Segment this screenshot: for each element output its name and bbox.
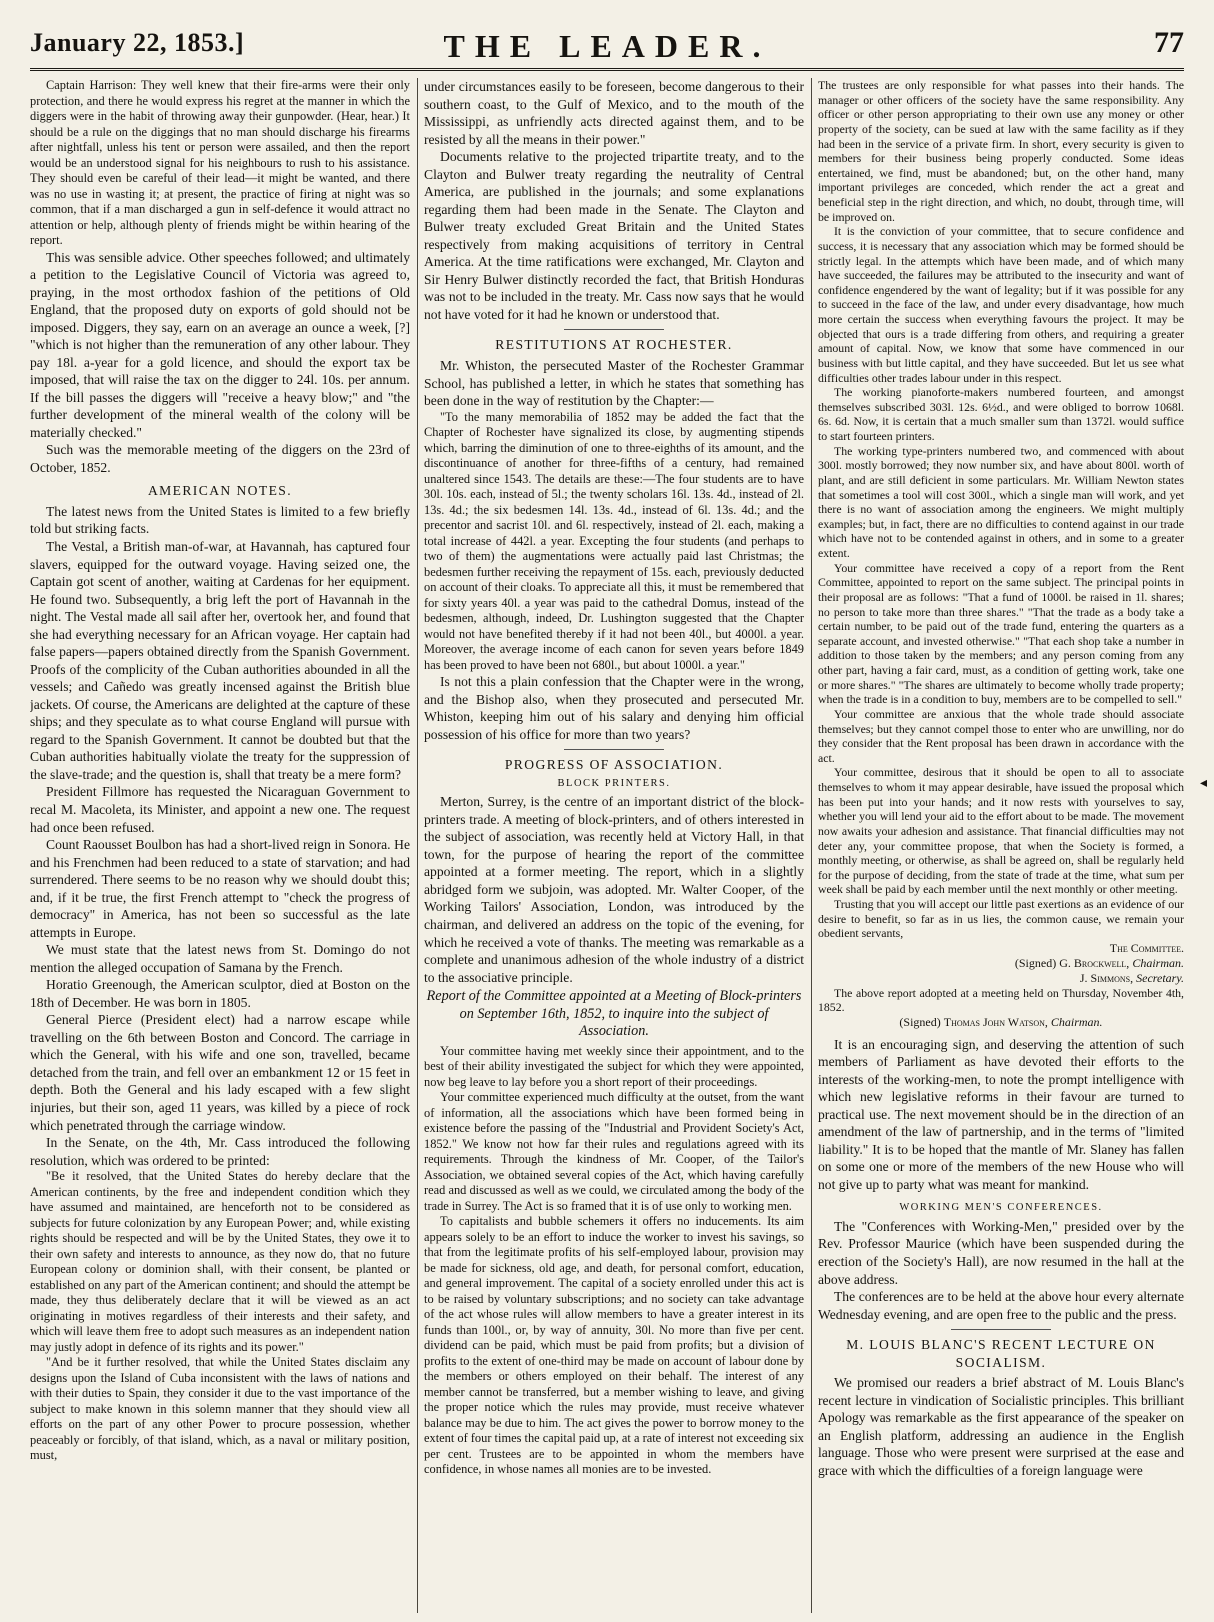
signature-line	[818, 956, 1184, 971]
paragraph: Your committee experienced much difficulty at the outset, from the want of information, all the associations which have been formed being in existence before the passing of the "Industrial and Provident Society's Act, 1852." We know not how far their rules and regulations agreed with its requirements. Through the kindness of Mr. Cooper, of the Tailor's Association, we obtained several copies of the Act, which having carefully read and discussed as well as we could, we circulated among the body of the trade in Surrey. The Act is so framed that it is of use only to working men.	[424, 1090, 804, 1213]
paragraph: Count Raousset Boulbon has had a short-lived reign in Sonora. He and his Frenchmen had been reduced to a state of starvation; and had surrendered. There seems to be no reason why we should doubt this; and, if it be true, the first French attempt to "check the progress of democracy" in America, has not been so successful as the late attempts in Europe.	[30, 837, 410, 940]
paragraph: General Pierce (President elect) had a narrow escape while travelling on the 6th between Boston and Concord. The carriage in which the General, with his wife and one son, travelled, became detached from the train, and fell over an embankment 12 or 15 feet in depth. Both the General and his lady escaped with a few slight injuries, but their son, aged 11 years, was killed by a piece of rock which penetrated through the carriage window.	[30, 1012, 410, 1133]
paragraph: The latest news from the United States is limited to a few briefly told but striking facts.	[30, 503, 410, 537]
signatory-role: Chairman.	[1132, 955, 1184, 970]
section-heading-restitutions: RESTITUTIONS AT ROCHESTER.	[495, 337, 733, 353]
section-heading-louis-blanc: M. LOUIS BLANC'S RECENT LECTURE ON SOCIALISM.	[846, 1337, 1156, 1370]
paragraph: Your committee, desirous that it should be open to all to associate themselves to whom it may appear desirable, have issued the proposal which has been put into your hands; and it now rests with yourselves to say, whether you will lend your aid to the effort about to be made. The movement now awaits your adhesion and assistance. That financial difficulties may not deter any, your committee propose, that when the Society is formed, a monthly meeting, or otherwise, as shall be agreed on, shall be regularly held for the purpose of deciding, from the state of trade at the time, what sum per week shall be paid by each member until the next monthly or other meeting.	[818, 765, 1184, 897]
section-heading-working-mens-conferences: WORKING MEN'S CONFERENCES.	[899, 1202, 1103, 1214]
paragraph: Trusting that you will accept our little past exertions as an evidence of our desire to benefit, so far as in us lies, the common cause, we remain your obedient servants,	[818, 897, 1184, 941]
paragraph: Your committee are anxious that the whole trade should associate themselves; but they cannot compel those to enter who are unwilling, nor do they consider that the Rent proposal has been drawn in accordance with the act.	[818, 706, 1184, 765]
newspaper-title: THE LEADER.	[443, 28, 771, 64]
paragraph: It is an encouraging sign, and deserving the attention of such members of Parliament as have devoted their efforts to the interests of the working-men, to note the prompt intelligence with which new legislative reforms in their favour are turned to practical use. The next movement should be in the direction of an amendment of the law of partnership, and in the terms of "limited liability." It is to be hoped that the mantle of Mr. Slaney has fallen on some one or more of the members of the new House who will not give up to party what was meant for mankind.	[818, 1036, 1184, 1192]
paragraph: Horatio Greenough, the American sculptor, died at Boston on the 18th of December. He was born in 1805.	[30, 977, 410, 1010]
column-divider	[811, 78, 812, 1613]
paragraph: The Vestal, a British man-of-war, at Havannah, has captured four slavers, equipped for the outward voyage. Having seized one, the Captain got scent of another, waiting at Cardenas for her equipment. He found two. Subsequently, a brig left the port of Havannah in the night. The Vestal made all sail after her, overtook her, and found that she had everything necessary for an African voyage. Her captain had false papers—papers obtained directly from the Spanish Government. Proofs of the complicity of the Cuban authorities abounded in all the vessels; and Cañedo was greatly incensed against the British blue jackets. Of course, the Americans are delighted at the capture of these ships; and they speculate as to what course England will pursue with regard to the Spanish Government. It cannot be doubted but that the Cuban authorities habitually violate the treaty for the suppression of the slave-trade; and the question is, shall that treaty be a mere form?	[30, 539, 410, 782]
paragraph: Merton, Surrey, is the centre of an important district of the block-printers trade. A meeting of block-printers, and of others interested in the subject of association, was recently held at Victory Hall, in that town, for the purpose of hearing the report of the committee appointed at a former meeting. The report, which in a slightly abridged form we subjoin, was adopted. Mr. Walter Cooper, of the Working Tailors' Association, London, was introduced by the chairman, and delivered an address on the topic of the evening, for which he received a vote of thanks. The meeting was remarkable as a complete and unanimous adhesion of the whole industry of a district to the associative principle.	[424, 794, 804, 985]
signatory-name: Thomas John Watson,	[943, 1014, 1048, 1029]
paragraph: The trustees are only responsible for what passes into their hands. The manager or other officers of the society have the same responsibility. Any officer or other person appropriating to their own use any money or other property of the society, can be sued at law with the same facility as if they had been in the service of a private firm. In short, every security is given to members for their business being properly conducted. Some ideas entertained, we find, must be abandoned; but, on the other hand, many important privileges are conceded, which render the act a great and beneficial step in the right direction, and which, no doubt, through time, will be improved on.	[818, 78, 1184, 224]
quoted-letter: "To the many memorabilia of 1852 may be added the fact that the Chapter of Rochester have signalized its close, by augmenting stipends which, barring the diminution of one to three-eighths of its amount, and the discontinuance of another for three-fifths of a century, had remained unaltered since 1543. The details are these:—The four students are to have 30l. 10s. each, instead of 5l.; the twenty scholars 16l. 13s. 4d., instead of 2l. 13s. 4d.; the six bedesmen 14l. 13s. 4d., instead of 6l. 13s. 4d.; and the precentor and sacrist 10l. and 6l. respectively, instead of 2l. each, making a total increase of 442l. a year. Excepting the four students (and perhaps to two of them) the augmentations were actually paid last Christmas; the bedesmen further receiving the repayment of 15s. each, previously deducted on account of their cloaks. To appreciate all this, it must be remembered that for sixty years 40l. a year was paid to the cathedral Domus, instead of the bedesmen, although, indeed, Dr. Lushington suggested that the Chapter would not have benefited thereby if it had not been 40l., but 4000l. a year. Moreover, the average income of each canon for seven years before 1849 has been proved to have been not 680l., but about 1000l. a year."	[424, 409, 804, 672]
page-number: 77	[1154, 26, 1184, 59]
column-2	[424, 78, 804, 1618]
paragraph: The conferences are to be held at the above hour every alternate Wednesday evening, and are open free to the public and the press.	[818, 1289, 1184, 1322]
quoted-resolution: "Be it resolved, that the United States do hereby declare that the American continents, by the free and independent condition which they have assumed and maintained, are henceforth not to be considered as subjects for future colonization by any European Power; and, while existing rights should be respected and will be by the United States, they owe it to their own safety and interests to announce, as they now do, that no future European colony or dominion shall, with their consent, be planted or established on any part of the American continent; and should the attempt be made, they thus deliberately declare that it will be viewed as an act originating in motives regardless of their interests and their safety, and which will leave them free to adopt such measures as an independent nation may justly adopt in defence of its rights and its power."	[30, 1169, 410, 1354]
section-subheading: BLOCK PRINTERS.	[557, 777, 671, 789]
column-divider	[417, 78, 418, 1613]
paragraph: Captain Harrison: They well knew that their fire-arms were their only protection, and there he would express his regret at the manner in which the diggers were in the habit of throwing away their gunpowder. (Hear, hear.) It should be a rule on the diggings that no man should discharge his firearms after nightfall, unless his tent or person were assailed, and then the report would be an understood signal for his neighbours to rush to his assistance. They should even be careful of their lead—it might be wanted, and there was no use in wasting it; at present, the practice of firing at night was so common, that if a man discharged a gun in self-defence it would attract no attention or help, although plenty of friends might be within hearing of the report.	[30, 78, 410, 247]
signatory-name: G. Brockwell,	[1059, 955, 1130, 970]
signatory-role: Secretary.	[1136, 970, 1184, 985]
paragraph: The above report adopted at a meeting held on Thursday, November 4th, 1852.	[818, 985, 1184, 1015]
paragraph: under circumstances easily to be foreseen, become dangerous to their southern coast, to the Gulf of Mexico, and to the mouth of the Mississippi, as unfriendly acts directed against them, and to be resisted by all the means in their power."	[424, 79, 804, 147]
column-1	[30, 78, 410, 1618]
section-separator	[564, 329, 664, 330]
issue-date: January 22, 1853.]	[30, 28, 245, 57]
paragraph: The working type-printers numbered two, and commenced with about 300l. mostly borrowed; they now number six, and have about 800l. worth of plant, and are still deficient in some particulars. Mr. William Newton states that sometimes a tool will cost 300l., which a single man will work, and yet there is no want of association among the engineers. We might multiply examples; but, in fact, there are no difficulties to contend against in our trade which have not to be contended against in others, and in some to a greater extent.	[818, 443, 1184, 560]
section-separator	[951, 1329, 1051, 1330]
margin-mark: ◂	[1200, 776, 1208, 791]
signature-line	[818, 1015, 1184, 1030]
section-heading-american-notes: AMERICAN NOTES.	[147, 483, 293, 499]
signed-label: (Signed)	[1014, 955, 1057, 970]
report-title: Report of the Committee appointed at a Meeting of Block-printers on September 16th, 1852, to inquire into the subject of Association.	[426, 988, 802, 1040]
masthead	[30, 28, 1184, 71]
column-3	[818, 78, 1184, 1618]
paragraph: Documents relative to the projected tripartite treaty, and to the Clayton and Bulwer treaty regarding the neutrality of Central America, are published in the journals; and some explanations regarding them had been made in the Senate. The Clayton and Bulwer treaty excluded Great Britain and the United States respectively from making acquisitions of territory in Central America. At the time ratifications were exchanged, Mr. Clayton and Sir Henry Bulwer distinctly recorded the fact, that British Honduras was not to be included in the treaty. Mr. Cass now says that he would not have voted for it had he known or understood that.	[424, 149, 804, 322]
paragraph: It is the conviction of your committee, that to secure confidence and success, it is necessary that any association which may be formed should be strictly legal. In the attempts which have been made, and of which many have succeeded, the failures may be attributed to the insecurity and want of confidence engendered by the want of legality; but if it was possible for any to succeed in the face of the law, and under every disadvantage, how much more certain the success when everything favours the project. It may be objected that ours is a trade differing from others, and requiring a greater amount of capital. Now, we know that some have commenced in our business with but little capital, and they have succeeded. But let us see what difficulties other trades labour under in this respect.	[818, 224, 1184, 385]
paragraph: Your committee have received a copy of a report from the Rent Committee, appointed to report on the same subject. The principal points in their proposal are as follows: "That a fund of 1000l. be raised in 1l. shares; no person to take more than three shares." "That the trade as a body take a certain number, to be paid out of the trade fund, entering the quarters as a separate account, and invested otherwise." "That each shop take a number in addition to those taken by the members; and any person coming from any other part, having a fair card, must, as a condition of getting work, take one or more shares." "The shares are ultimately to become wholly trade property; when the trade is in a condition to buy, members are to be compelled to sell."	[818, 560, 1184, 707]
section-separator	[564, 749, 664, 750]
paragraph: Your committee having met weekly since their appointment, and to the best of their ability investigated the subject for which they were appointed, now beg leave to lay before you a short report of their proceedings.	[424, 1043, 804, 1089]
section-heading-progress: PROGRESS OF ASSOCIATION.	[504, 757, 724, 773]
paragraph: To capitalists and bubble schemers it offers no inducements. Its aim appears solely to be an effort to induce the worker to invest his savings, so that from the legitimate profits of his self-employed labour, provision may be made for sickness, old age, and death, for personal comfort, education, and general improvement. The capital of a society enrolled under this act is to be raised by voluntary subscriptions; and no society can take advantage of the act whose rules will allow members to have a greater interest in its funds than 100l., or, by way of annuity, 30l. No more than five per cent. dividend can be paid, which must be paid from profits; but a division of profits to the extent of one-third may be made on account of labour done by the members or others employed on their behalf. The interest of any member cannot be transferred, but a member wishing to leave, and giving the proper notice which the rules may provide, must receive whatever balance may be due to him. The act gives the power to borrow money to the extent of four times the capital paid up, at a rate of interest not exceeding six per cent. Trustees are to be appointed in whom the members have confidence, in whose names all monies are to be invested.	[424, 1214, 804, 1477]
signature-block	[818, 941, 1184, 986]
paragraph: Mr. Whiston, the persecuted Master of the Rochester Grammar School, has published a letter, in which he states that something has been done in the way of restitution by the Chapter:—	[424, 357, 804, 409]
signatory-name: J. Simmons,	[1079, 970, 1134, 985]
paragraph: In the Senate, on the 4th, Mr. Cass introduced the following resolution, which was ordered to be printed:	[30, 1135, 410, 1168]
signature-line: The Committee.	[1109, 940, 1184, 955]
signed-label: (Signed)	[899, 1014, 941, 1029]
paragraph: The "Conferences with Working-Men," presided over by the Rev. Professor Maurice (which have been suspended during the erection of the Society's Hall), are now resumed in the hall at the above address.	[818, 1218, 1184, 1287]
signature-line	[818, 971, 1184, 986]
paragraph: The working pianoforte-makers numbered fourteen, and amongst themselves subscribed 303l. 12s. 6½d., and were obliged to borrow 1068l. 6s. 6d. Now, it is certain that a much smaller sum than 1372l. would suffice to start fourteen printers.	[818, 385, 1184, 443]
paragraph: Such was the memorable meeting of the diggers on the 23rd of October, 1852.	[30, 442, 410, 475]
paragraph: President Fillmore has requested the Nicaraguan Government to recal M. Macoleta, its Minister, and appoint a new one. The request had once been refused.	[30, 784, 410, 835]
paragraph: Is not this a plain confession that the Chapter were in the wrong, and the Bishop also, when they prosecuted and persecuted Mr. Whiston, keeping him out of his salary and denying him official possession of his office for more than two years?	[424, 674, 804, 742]
paragraph: This was sensible advice. Other speeches followed; and ultimately a petition to the Legislative Council of Victoria was agreed to, praying, in the most orthodox fashion of the petitions of Old England, that the proposed duty on exports of gold should not be imposed. Diggers, they say, earn on an average an ounce a week, [?] "which is not higher than the remuneration of any other labour. They pay 18l. a-year for a gold licence, and should the export tax be imposed, that will raise the tax on the digger to 24l. 10s. per annum. If the bill passes the diggers will "receive a heavy blow;" and "the further development of the mineral wealth of the colony will be materially checked."	[30, 249, 410, 440]
paragraph: We promised our readers a brief abstract of M. Louis Blanc's recent lecture in vindication of Socialistic principles. This brilliant Apology was remarkable as the first appearance of the speaker on an English platform, addressing an audience in the English language. Those who were present were surprised at the ease and grace with which the difficulties of a foreign language were	[818, 1375, 1184, 1478]
signatory-role: Chairman.	[1050, 1014, 1103, 1029]
paragraph: We must state that the latest news from St. Domingo do not mention the alleged occupation of Samana by the French.	[30, 942, 410, 975]
quoted-resolution: "And be it further resolved, that while the United States disclaim any designs upon the Island of Cuba inconsistent with the laws of nations and with their duties to Spain, they consider it due to the vast importance of the subject to make known in this solemn manner that they should view all efforts on the part of any other Power to procure possession, whether peaceably or forcibly, of that island, which, as a naval or military position, must,	[30, 1355, 410, 1463]
